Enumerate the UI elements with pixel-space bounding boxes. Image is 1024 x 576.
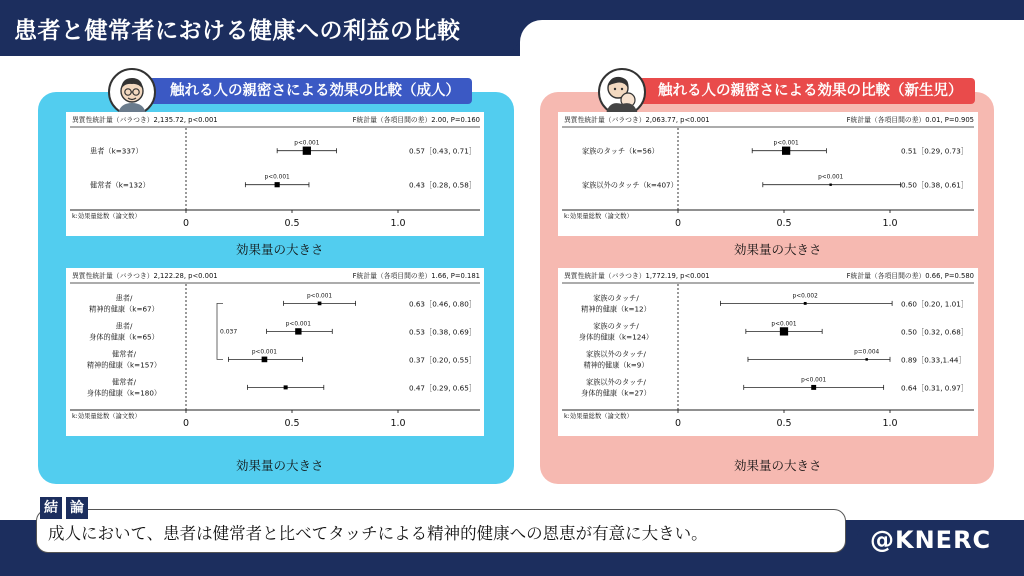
credit-text: @KNERC — [870, 526, 992, 554]
x-tick-label: 1.0 — [882, 418, 898, 429]
point-estimate — [284, 385, 288, 389]
row-label: 患者/ — [115, 293, 133, 303]
conclusion-label-char: 論 — [66, 497, 88, 519]
adult-top-forest-plot — [66, 112, 484, 236]
point-estimate — [318, 302, 322, 306]
ci-text: 0.89［0.33,1.44］ — [901, 355, 966, 365]
p-value-label: p<0.001 — [771, 321, 797, 328]
point-estimate — [275, 182, 280, 187]
x-tick-label: 0 — [674, 218, 682, 229]
row-label: 健常者（k=132） — [90, 180, 150, 190]
f-statistic-label: F統計量（各項目間の差）0.01, P=0.905 — [846, 116, 974, 124]
point-estimate — [829, 184, 831, 186]
row-label: 家族以外のタッチ/ — [586, 349, 646, 359]
point-estimate — [303, 147, 311, 155]
newborn-top-plot — [558, 112, 978, 236]
conclusion-text: 成人において、患者は健常者と比べてタッチによる精神的健康への恩恵が有意に大きい。 — [48, 524, 708, 543]
adult-bottom-xlabel: 効果量の大きさ — [236, 458, 324, 473]
adult-bottom-forest-plot — [66, 268, 484, 436]
row-label: 身体的健康（k=65） — [89, 332, 159, 342]
row-label: 家族以外のタッチ（k=407） — [582, 180, 678, 190]
point-estimate — [262, 357, 268, 363]
row-label: 患者/ — [115, 321, 133, 331]
newborn-heading: 触れる人の親密さによる効果の比較（新生児） — [614, 78, 975, 104]
p-value-label: p=0.004 — [854, 349, 880, 356]
x-tick-label: 1.0 — [390, 218, 406, 229]
p-value-label: p<0.001 — [306, 293, 333, 300]
ci-text: 0.64［0.31, 0.97］ — [901, 383, 968, 393]
conclusion-label — [40, 497, 88, 519]
k-footnote: k:効果量総数（論文数） — [72, 413, 141, 420]
f-statistic-label: F統計量（各項目間の差）0.66, P=0.580 — [846, 272, 974, 280]
adult-heading: 触れる人の親密さによる効果の比較（成人） — [126, 78, 472, 104]
p-value-label: p<0.001 — [264, 174, 290, 181]
heterogeneity-label: 異質性統計量（バラつき）1,772.19, p<0.001 — [564, 272, 710, 280]
p-value-label: p<0.001 — [251, 349, 278, 356]
ci-text: 0.50［0.38, 0.61］ — [901, 180, 968, 190]
row-label: 精神的健康（k=12） — [581, 304, 651, 314]
man-with-glasses-icon — [108, 68, 156, 116]
p-value-label: p<0.001 — [801, 377, 827, 384]
point-estimate — [295, 328, 301, 334]
ci-text: 0.57［0.43, 0.71］ — [409, 146, 476, 156]
adult-bottom-plot — [66, 268, 484, 436]
adult-top-plot — [66, 112, 484, 236]
point-estimate — [811, 385, 816, 390]
newborn-bottom-xlabel: 効果量の大きさ — [734, 458, 822, 473]
bracket-p-label: 0.037 — [220, 328, 238, 336]
x-tick-label: 0.5 — [284, 218, 300, 229]
heterogeneity-label: 異質性統計量（バラつき）2,135.72, p<0.001 — [72, 116, 218, 124]
row-label: 身体的健康（k=180） — [86, 388, 162, 398]
ci-text: 0.50［0.32, 0.68］ — [901, 327, 968, 337]
p-value-label: p<0.001 — [773, 140, 799, 147]
point-estimate — [804, 302, 807, 305]
newborn-top-xlabel: 効果量の大きさ — [734, 242, 822, 257]
k-footnote: k:効果量総数（論文数） — [72, 213, 141, 220]
x-tick-label: 0.5 — [776, 218, 792, 229]
ci-text: 0.47［0.29, 0.65］ — [409, 383, 476, 393]
ci-text: 0.51［0.29, 0.73］ — [901, 146, 968, 156]
p-value-label: p<0.002 — [792, 293, 818, 300]
newborn-bottom-forest-plot — [558, 268, 978, 436]
row-label: 身体的健康（k=27） — [581, 388, 651, 398]
row-label: 健常者/ — [112, 349, 136, 359]
x-tick-label: 0 — [182, 418, 190, 429]
p-value-label: p<0.001 — [818, 174, 844, 181]
point-estimate — [865, 358, 867, 360]
page-title: 患者と健常者における健康への利益の比較 — [14, 18, 461, 44]
row-label: 健常者/ — [112, 377, 136, 387]
ci-text: 0.37［0.20, 0.55］ — [409, 355, 476, 365]
x-tick-label: 0 — [674, 418, 682, 429]
newborn-top-forest-plot — [558, 112, 978, 236]
adult-top-xlabel: 効果量の大きさ — [236, 242, 324, 257]
ci-text: 0.53［0.38, 0.69］ — [409, 327, 476, 337]
ci-text: 0.63［0.46, 0.80］ — [409, 299, 476, 309]
point-estimate — [782, 147, 790, 155]
conclusion-label-char: 結 — [40, 497, 62, 519]
header-band-corner — [520, 20, 1024, 60]
ci-text: 0.60［0.20, 1.01］ — [901, 299, 968, 309]
row-label: 患者（k=337） — [90, 146, 143, 156]
point-estimate — [780, 327, 788, 335]
x-tick-label: 0.5 — [284, 418, 300, 429]
row-label: 家族のタッチ/ — [593, 321, 639, 331]
k-footnote: k:効果量総数（論文数） — [564, 413, 633, 420]
x-tick-label: 1.0 — [390, 418, 406, 429]
x-tick-label: 0 — [182, 218, 190, 229]
f-statistic-label: F統計量（各項目間の差）2.00, P=0.160 — [352, 116, 480, 124]
x-tick-label: 0.5 — [776, 418, 792, 429]
x-tick-label: 1.0 — [882, 218, 898, 229]
heterogeneity-label: 異質性統計量（バラつき）2,122.28, p<0.001 — [72, 272, 218, 280]
k-footnote: k:効果量総数（論文数） — [564, 213, 633, 220]
row-label: 家族のタッチ（k=56） — [582, 146, 659, 156]
ci-text: 0.43［0.28, 0.58］ — [409, 180, 476, 190]
f-statistic-label: F統計量（各項目間の差）1.66, P=0.181 — [352, 272, 480, 280]
row-label: 身体的健康（k=124） — [578, 332, 654, 342]
row-label: 精神的健康（k=9） — [583, 360, 649, 370]
row-label: 家族のタッチ/ — [593, 293, 639, 303]
title-bar — [0, 0, 520, 56]
p-value-label: p<0.001 — [294, 140, 320, 147]
heterogeneity-label: 異質性統計量（バラつき）2,063.77, p<0.001 — [564, 116, 710, 124]
row-label: 家族以外のタッチ/ — [586, 377, 646, 387]
row-label: 精神的健康（k=157） — [86, 360, 162, 370]
row-label: 精神的健康（k=67） — [89, 304, 159, 314]
p-value-label: p<0.001 — [285, 321, 311, 328]
baby-with-parent-icon — [598, 68, 646, 116]
newborn-bottom-plot — [558, 268, 978, 436]
